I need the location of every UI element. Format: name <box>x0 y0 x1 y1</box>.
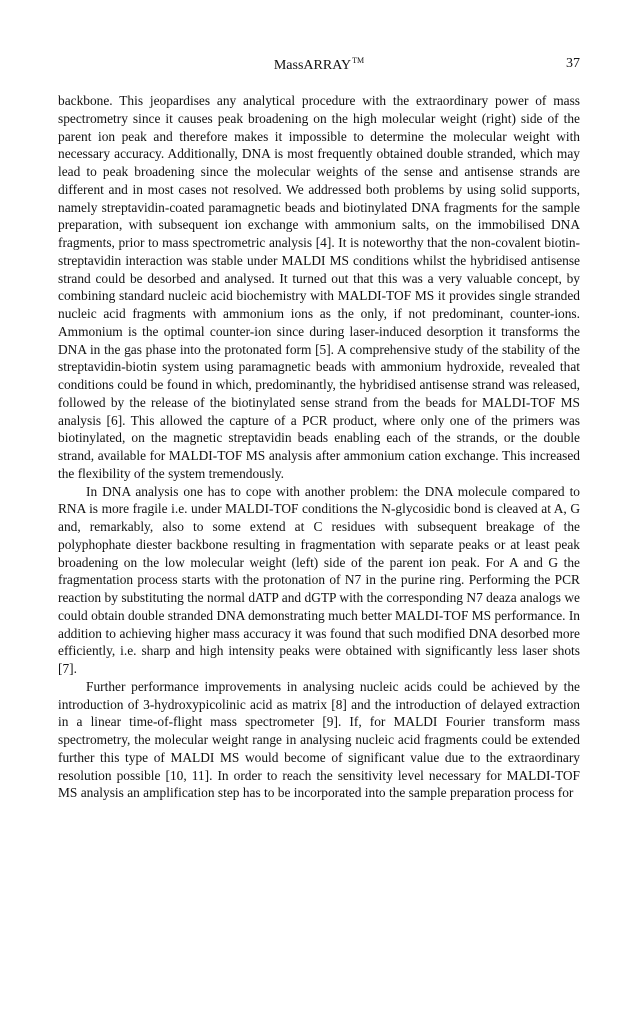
running-title <box>58 56 580 74</box>
running-title-text: MassARRAY <box>273 58 352 73</box>
running-header <box>58 56 580 76</box>
page-number: 37 <box>566 56 580 71</box>
body-text <box>58 92 580 802</box>
paragraph-2: In DNA analysis one has to cope with another problem: the DNA molecule compared to RNA is more fragile i.e. under MALDI-TOF conditions the N-glycosidic bond is cleaved at A, G and, remarkably, also to some extend at C residues with subsequent breakage of the polyphophate diester backbone resulting in fragmentation with separate peaks or at least peak broadening on the low molecular weight (left) side of the parent ion peak. For A and G the fragmentation process starts with the protonation of N7 in the purine ring. Performing the PCR reaction by substituting the normal dATP and dGTP with the corresponding N7 deaza analogs we could obtain double stranded DNA demonstrating much better MALDI-TOF MS performance. In addition to achieving higher mass accuracy it was found that such modified DNA desorbed more efficiently, i.e. sharp and high intensity peaks were obtained with significantly less laser shots [7]. <box>58 483 580 676</box>
trademark-symbol: TM <box>352 56 365 65</box>
paragraph-1: backbone. This jeopardises any analytical procedure with the extraordinary power of mass spectrometry since it causes peak broadening on the high molecular weight (right) side of the parent ion peak and therefore makes it impossible to determine the molecular weight with necessary accuracy. Additionally, DNA is most frequently obtained double stranded, which may lead to peak broadening since the molecular weights of the sense and antisense strands are different and in most cases not resolved. We addressed both problems by using solid supports, namely streptavidin-coated paramagnetic beads and biotinylated DNA fragments for the sample preparation, with subsequent ion exchange with ammonium salts, on the immobilised DNA fragments, prior to mass spectrometric analysis [4]. It is noteworthy that the non-covalent biotin-streptavidin interaction was stable under MALDI MS conditions whilst the hybridised antisense strand could be desorbed and analysed. It turned out that this was a very valuable concept, by combining standard nucleic acid biochemistry with MALDI-TOF MS it provides single stranded nucleic acid fragments with ammonium ions as the only, if not predominant, counter-ions. Ammonium is the optimal counter-ion since during laser-induced desorption it transforms the DNA in the gas phase into the protonated form [5]. A comprehensive study of the stability of the streptavidin-biotin system using paramagnetic beads with ammonium hydroxide, revealed that conditions could be found in which, predominantly, the hybridised antisense strand was released, followed by the release of the biotinylated sense strand from the beads for MALDI-TOF MS analysis [6]. This allowed the capture of a PCR product, where only one of the primers was biotinylated, on the magnetic streptavidin beads enabling each of the strands, or the double strand, available for MALDI-TOF MS analysis after ammonium cation exchange. This increased the flexibility of the system tremendously. <box>58 93 580 481</box>
paragraph-3: Further performance improvements in analysing nucleic acids could be achieved by the introduction of 3-hydroxypicolinic acid as matrix [8] and the introduction of delayed extraction in a linear time-of-flight mass spectrometer [9]. If, for MALDI Fourier transform mass spectrometry, the molecular weight range in analysing nucleic acid fragments could be extended further this type of MALDI MS would become of significant value due to the extraordinary resolution possible [10, 11]. In order to reach the sensitivity level necessary for MALDI-TOF MS analysis an amplification step has to be incorporated into the sample preparation process for <box>58 678 580 801</box>
